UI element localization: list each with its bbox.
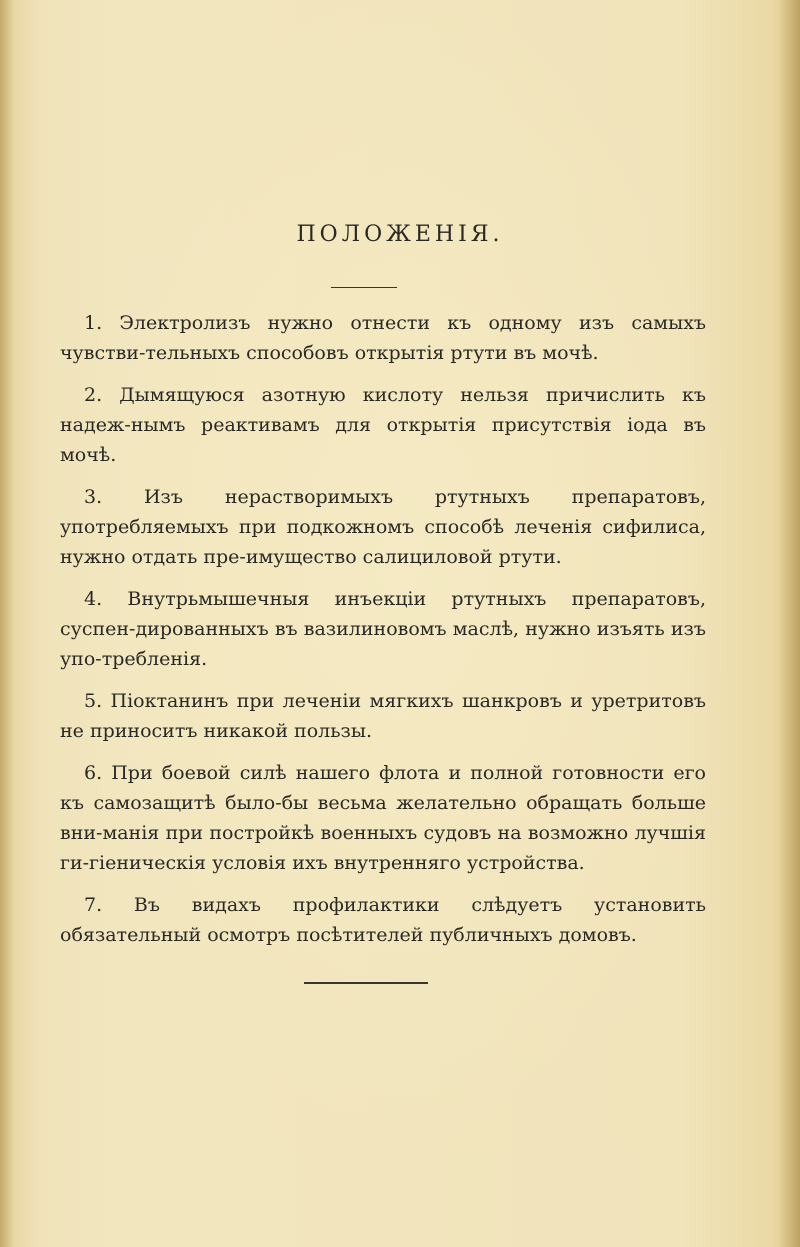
thesis-5: 5. Піоктанинъ при леченіи мягкихъ шанкровъ и уретритовъ не приноситъ никакой пользы. — [60, 690, 706, 742]
thesis-1: 1. Электролизъ нужно отнести къ одному изъ самыхъ чувстви-тельныхъ способовъ открытія ртути въ мочѣ. — [60, 312, 706, 364]
thesis-7: 7. Въ видахъ профилактики слѣдуетъ установить обязательный осмотръ посѣтителей публичныхъ домовъ. — [60, 894, 706, 946]
thesis-2: 2. Дымящуюся азотную кислоту нельзя причислить къ надеж-нымъ реактивамъ для открытія присутствія іода въ мочѣ. — [60, 384, 706, 466]
thesis-4: 4. Внутрьмышечныя инъекціи ртутныхъ препаратовъ, суспен-дированныхъ въ вазилиновомъ маслѣ, нужно изъять изъ упо-требленія. — [60, 588, 706, 670]
end-divider — [304, 982, 428, 984]
theses-list — [60, 308, 706, 962]
page-title: ПОЛОЖЕНІЯ. — [296, 222, 504, 247]
thesis-3: 3. Изъ нерастворимыхъ ртутныхъ препаратовъ, употребляемыхъ при подкожномъ способѣ леченія сифилиса, нужно отдать пре-имущество салициловой ртути. — [60, 486, 706, 568]
thesis-6: 6. При боевой силѣ нашего флота и полной готовности его къ самозащитѣ было-бы весьма желательно обращать больше вни-манія при постройкѣ военныхъ судовъ на возможно лучшія ги-гіеническія условія ихъ внутренняго устройства. — [60, 762, 706, 874]
title-divider — [331, 287, 397, 288]
